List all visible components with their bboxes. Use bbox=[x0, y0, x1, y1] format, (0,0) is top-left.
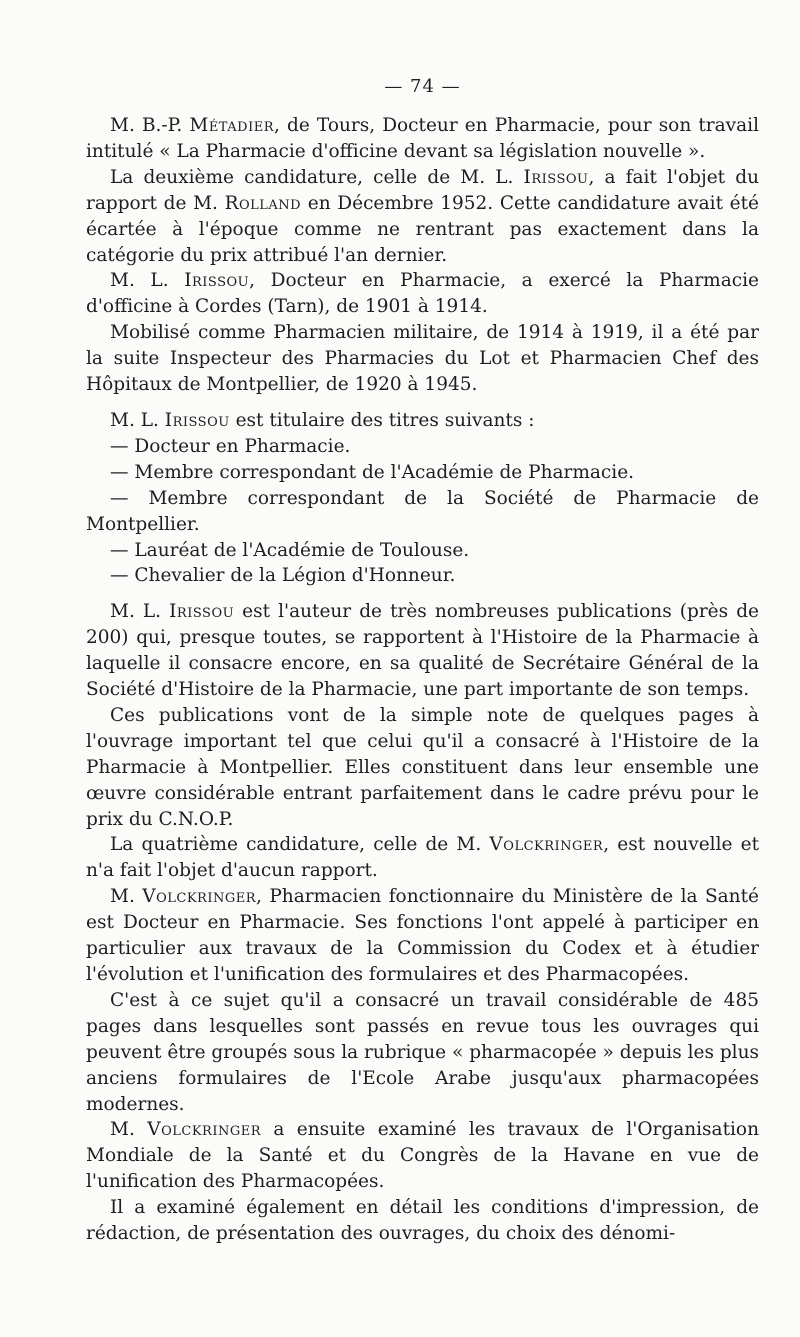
paragraph-fourth-candidature: La quatrième candidature, celle de M. Volckringer, est nouvelle et n'a fait l'objet d'aucun rapport. bbox=[86, 834, 759, 882]
body-text bbox=[86, 113, 759, 1247]
list-item: — Membre correspondant de l'Académie de Pharmacie. bbox=[110, 461, 635, 483]
person-name: Métadier bbox=[189, 115, 274, 136]
paragraph-irissou-publications: M. L. Irissou est l'auteur de très nombreuses publications (près de 200) qui, presque toutes, se rapportent à l'Histoire de la Pharmacie à laquelle il consacre encore, en sa qualité de Secrétaire Général de la Société d'Histoire de la Pharmacie, une part importante de son temps. bbox=[86, 601, 759, 701]
paragraph-second-candidature: La deuxième candidature, celle de M. L. Irissou, a fait l'objet du rapport de M. Rolland en Décembre 1952. Cette candidature avait été écartée à l'époque comme ne rentrant pas exactement dans la catégorie du prix attribué l'an dernier. bbox=[86, 166, 759, 266]
list-item: — Docteur en Pharmacie. bbox=[110, 435, 351, 457]
list-item: — Membre correspondant de la Société de Pharmacie de Montpellier. bbox=[86, 487, 759, 535]
person-name: Rolland bbox=[224, 192, 302, 214]
list-item: — Chevalier de la Légion d'Honneur. bbox=[110, 565, 456, 587]
person-name: Irissou bbox=[184, 270, 250, 292]
person-name: Irissou bbox=[523, 166, 589, 188]
titles-list bbox=[86, 434, 759, 589]
paragraph-volckringer-role: M. Volckringer, Pharmacien fonctionnaire du Ministère de la Santé est Docteur en Pharmacie. Ses fonctions l'ont appelé à participer en particulier aux travaux de la Commission du Codex et à étudier l'évolution et l'unification des formulaires et des Pharmacopées. bbox=[86, 886, 759, 985]
person-name: Irissou bbox=[169, 601, 235, 623]
person-name: Volckringer bbox=[142, 886, 257, 908]
paragraph-publications-detail: Ces publications vont de la simple note de quelques pages à l'ouvrage important tel que celui qu'il a consacré à l'Histoire de la Pharmacie à Montpellier. Elles constituent dans leur ensemble une œuvre considérable entrant parfaitement dans le cadre prévu pour le prix du C.N.O.P. bbox=[86, 704, 759, 830]
person-name: Volckringer bbox=[489, 834, 604, 856]
paragraph-irissou-military: Mobilisé comme Pharmacien militaire, de 1914 à 1919, il a été par la suite Inspecteur des Pharmacies du Lot et Pharmacien Chef des Hôpitaux de Montpellier, de 1920 à 1945. bbox=[86, 322, 759, 396]
paragraph-volckringer-work: C'est à ce sujet qu'il a consacré un travail considérable de 485 pages dans lesquelles sont passés en revue tous les ouvrages qui peuvent être groupés sous la rubrique « pharmacopée » depuis les plus anciens formulaires de l'Ecole Arabe jusqu'aux pharmacopées modernes. bbox=[86, 989, 759, 1115]
person-name: Volckringer bbox=[147, 1119, 261, 1141]
paragraph-metadier: M. B.-P. Métadier, de Tours, Docteur en Pharmacie, pour son travail intitulé « La Pharmacie d'officine devant sa législation nouvelle ». bbox=[86, 115, 759, 162]
page-number: — 74 — bbox=[384, 76, 461, 97]
person-name: Irissou bbox=[164, 409, 230, 431]
paragraph-volckringer-oms: M. Volckringer a ensuite examiné les travaux de l'Organisation Mondiale de la Santé et du Congrès de la Havane en vue de l'unification des Pharmacopées. bbox=[86, 1119, 759, 1193]
paragraph-irissou-titles-intro: M. L. Irissou est titulaire des titres suivants : bbox=[110, 409, 535, 431]
list-item: — Lauréat de l'Académie de Toulouse. bbox=[110, 539, 470, 561]
paragraph-volckringer-printing: Il a examiné également en détail les conditions d'impression, de rédaction, de présentation des ouvrages, du choix des dénomi- bbox=[86, 1197, 759, 1245]
paragraph-irissou-career: M. L. Irissou, Docteur en Pharmacie, a exercé la Pharmacie d'officine à Cordes (Tarn), de 1901 à 1914. bbox=[86, 270, 759, 318]
